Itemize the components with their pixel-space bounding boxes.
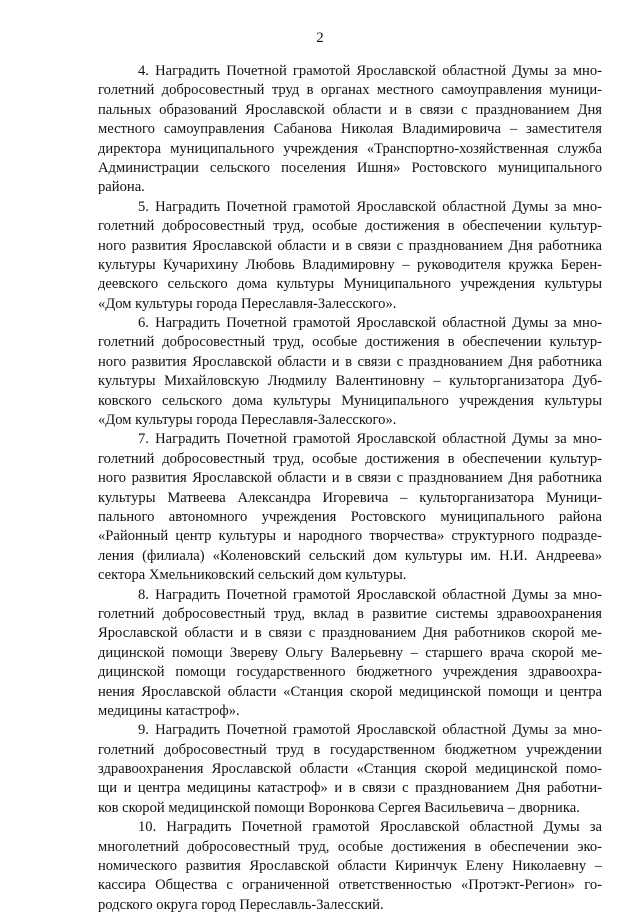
paragraph-10 — [98, 818, 602, 915]
paragraph-line: Администрации сельского поселения Ишня» Ростовского муниципального — [98, 159, 602, 176]
paragraph-6 — [98, 314, 602, 430]
paragraph-line: 4. Наградить Почетной грамотой Ярославской областной Думы за мно- — [138, 63, 602, 79]
paragraph-8 — [98, 586, 602, 722]
paragraph-7 — [98, 430, 602, 585]
paragraph-line: 10. Наградить Почетной грамотой Ярославской областной Думы за — [138, 819, 602, 836]
paragraph-line: нения Ярославской области «Станция скорой медицинской помощи и центра — [98, 683, 602, 700]
paragraph-line: местного самоуправления Сабанова Николая Владимировича – заместителя — [98, 121, 602, 138]
paragraph-line: пальных образований Ярославской области и в связи с празднованием Дня — [98, 101, 602, 118]
document-body — [98, 62, 602, 915]
paragraph-line: кассира Общества с ограниченной ответственностью «Протэкт-Регион» го- — [98, 877, 602, 894]
paragraph-line: родского округа город Переславль-Залесский. — [98, 896, 384, 913]
paragraph-line: голетний добросовестный труд в органах местного самоуправления муници- — [98, 82, 602, 99]
paragraph-line: голетний добросовестный труд, особые достижения в обеспечении культур- — [98, 218, 602, 235]
paragraph-line: культуры Матвеева Александра Игоревича – культорганизатора Муници- — [98, 489, 602, 506]
paragraph-line: 7. Наградить Почетной грамотой Ярославской областной Думы за мно- — [138, 431, 602, 448]
paragraph-line: ного развития Ярославской области и в связи с празднованием Дня работника — [98, 470, 602, 487]
paragraph-5 — [98, 198, 602, 314]
paragraph-line: 8. Наградить Почетной грамотой Ярославской областной Думы за мно- — [138, 586, 602, 603]
paragraph-line: голетний добросовестный труд, особые достижения в обеспечении культур- — [98, 334, 602, 351]
paragraph-line: голетний добросовестный труд в государственном бюджетном учреждении — [98, 741, 602, 758]
paragraph-line: многолетний добросовестный труд, особые достижения в обеспечении эко- — [98, 838, 602, 855]
paragraph-line: медицины катастроф». — [98, 702, 240, 719]
paragraph-line: района. — [98, 179, 145, 196]
paragraph-line: 9. Наградить Почетной грамотой Ярославской областной Думы за мно- — [138, 722, 602, 739]
paragraph-line: ного развития Ярославской области и в связи с празднованием Дня работника — [98, 353, 602, 370]
paragraph-line: голетний добросовестный труд, особые достижения в обеспечении культур- — [98, 450, 602, 467]
paragraph-4 — [98, 62, 602, 198]
paragraph-line: дицинской помощи государственного бюджетного учреждения здравоохра- — [98, 664, 602, 681]
paragraph-line: сектора Хмельниковский сельский дом культуры. — [98, 567, 407, 584]
paragraph-line: директора муниципального учреждения «Транспортно-хозяйственная служба — [98, 140, 602, 157]
paragraph-line: дицинской помощи Звереву Ольгу Валерьевну – старшего врача скорой ме- — [98, 644, 602, 661]
paragraph-line: здравоохранения Ярославской области «Станция скорой медицинской помо- — [98, 761, 602, 778]
paragraph-line: номического развития Ярославской области Киринчук Елену Николаевну – — [98, 858, 602, 875]
paragraph-line: деевского сельского дома культуры Муниципального учреждения культуры — [98, 276, 602, 293]
paragraph-line: «Дом культуры города Переславля-Залесского». — [98, 295, 397, 312]
paragraph-line: «Районный центр культуры и народного творчества» структурного подразде- — [98, 528, 602, 545]
paragraph-line: голетний добросовестный труд, вклад в развитие системы здравоохранения — [98, 605, 602, 622]
page-number: 2 — [316, 30, 324, 46]
paragraph-line: культуры Кучарихину Любовь Владимировну – руководителя кружка Берен- — [98, 256, 602, 273]
paragraph-line: «Дом культуры города Переславля-Залесского». — [98, 412, 397, 429]
paragraph-line: щи и центра медицины катастроф» и в связи с празднованием Дня работни- — [98, 780, 602, 797]
paragraph-line: ковского сельского дома культуры Муниципального учреждения культуры — [98, 392, 602, 409]
paragraph-line: 6. Наградить Почетной грамотой Ярославской областной Думы за мно- — [138, 315, 602, 332]
paragraph-line: ления (филиала) «Коленовский сельский дом культуры им. Н.И. Андреева» — [98, 547, 602, 564]
paragraph-line: Ярославской области и в связи с празднованием Дня работников скорой ме- — [98, 625, 602, 642]
paragraph-line: ков скорой медицинской помощи Воронкова Сергея Васильевича – дворника. — [98, 799, 580, 816]
paragraph-line: пального автономного учреждения Ростовского муниципального района — [98, 508, 602, 525]
paragraph-line: ного развития Ярославской области и в связи с празднованием Дня работника — [98, 237, 602, 254]
paragraph-9 — [98, 721, 602, 818]
paragraph-line: культуры Михайловскую Людмилу Валентиновну – культорганизатора Дуб- — [98, 373, 602, 390]
paragraph-line: 5. Наградить Почетной грамотой Ярославской областной Думы за мно- — [138, 198, 602, 215]
